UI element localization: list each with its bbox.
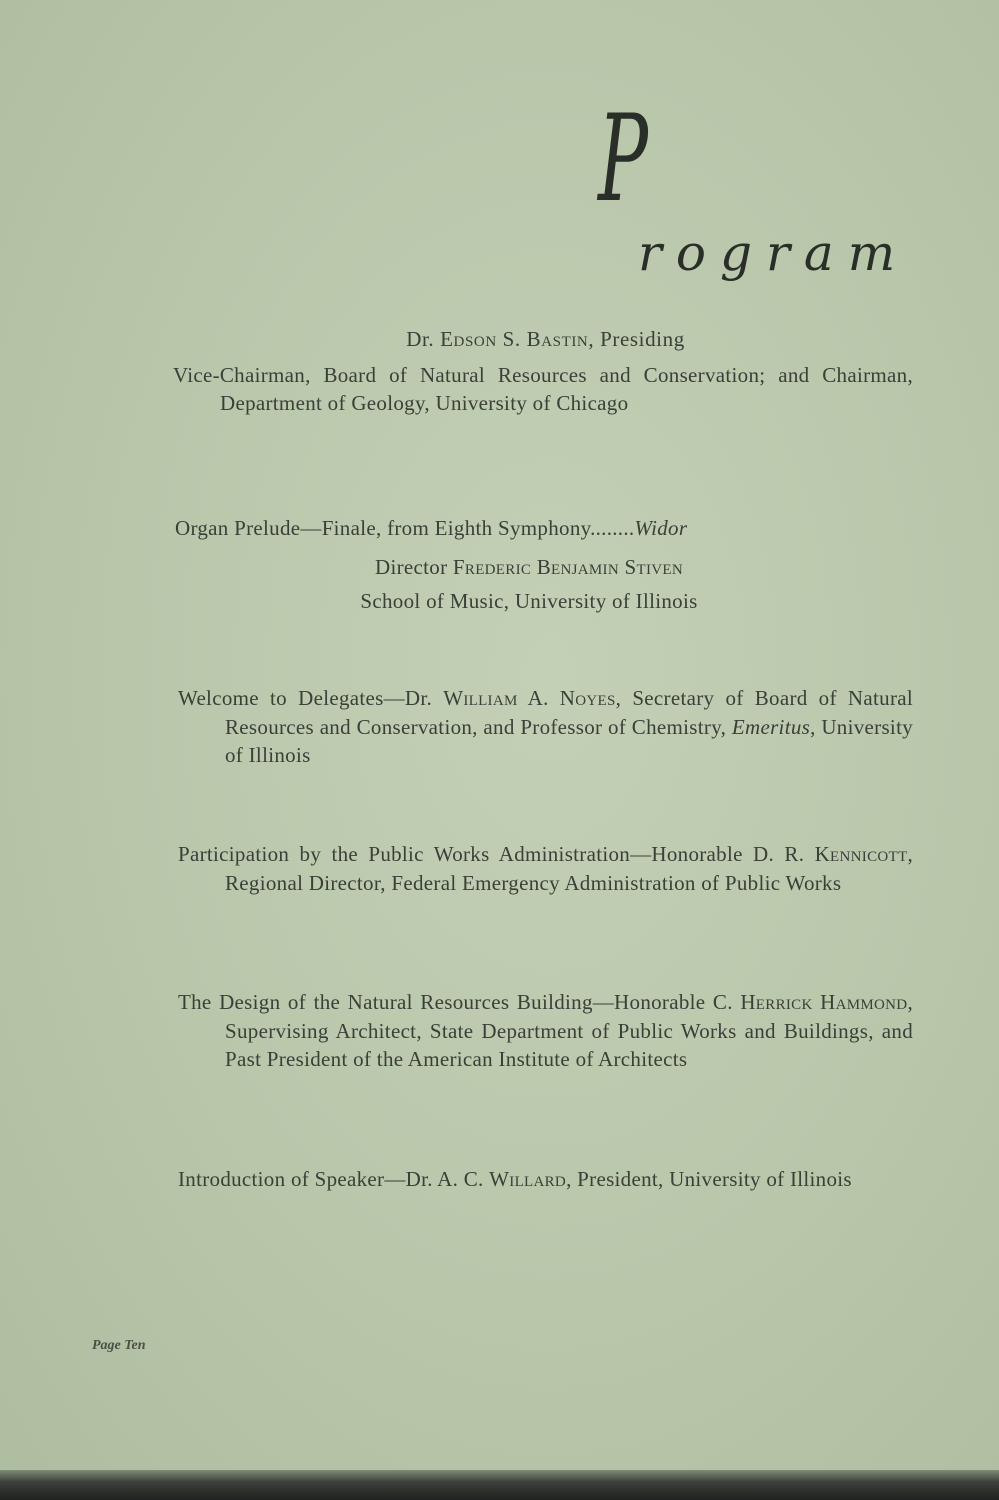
welcome-emphasis: Emeritus bbox=[731, 714, 811, 739]
prelude-line bbox=[175, 514, 913, 543]
introduction-entry: Introduction of Speaker—Dr. A. C. Willard, President, University of Illinois bbox=[178, 1167, 852, 1191]
prelude-director: Director Frederic Benjamin Stiven bbox=[375, 554, 683, 579]
prelude-leader: ........ bbox=[590, 516, 635, 540]
presiding-line: Dr. Edson S. Bastin, Presiding bbox=[406, 327, 685, 351]
presiding-entry bbox=[173, 325, 913, 418]
presiding-detail: Vice-Chairman, Board of Natural Resources and Conservation; and Chairman, Department of Geology, University of Chicago bbox=[173, 362, 913, 415]
page-number: Page Ten bbox=[92, 1338, 146, 1353]
design-entry: The Design of the Natural Resources Building—Honorable C. Herrick Hammond, Supervising Architect, State Department of Public Works and Buildings, and Past President of the American Institute of Architects bbox=[178, 990, 913, 1071]
prelude-director-name: Frederic Benjamin Stiven bbox=[452, 554, 683, 579]
welcome-entry: Welcome to Delegates—Dr. William A. Noyes, Secretary of Board of Natural Resources and Conservation, and Professor of Chemistry, Emeritus, University of Illinois bbox=[178, 686, 913, 767]
heading-rest: rogram bbox=[638, 224, 910, 282]
participation-entry: Participation by the Public Works Administration—Honorable D. R. Kennicott, Regional Director, Federal Emergency Administration of Public Works bbox=[178, 842, 913, 895]
program-heading bbox=[598, 90, 996, 282]
heading-initial: P bbox=[598, 90, 649, 229]
participation-name: Kennicott bbox=[814, 842, 908, 866]
presiding-name: Edson S. Bastin bbox=[440, 327, 589, 351]
page-bottom-edge bbox=[0, 1470, 999, 1500]
prelude-affiliation: School of Music, University of Illinois bbox=[360, 589, 698, 613]
prelude-title: Organ Prelude—Finale, from Eighth Symphony bbox=[175, 516, 591, 540]
introduction-name: Willard bbox=[489, 1167, 567, 1191]
welcome-name: William A. Noyes bbox=[443, 686, 616, 710]
design-name: Herrick Hammond bbox=[740, 990, 908, 1014]
prelude-composer: Widor bbox=[634, 516, 688, 540]
prelude-entry bbox=[175, 514, 913, 616]
